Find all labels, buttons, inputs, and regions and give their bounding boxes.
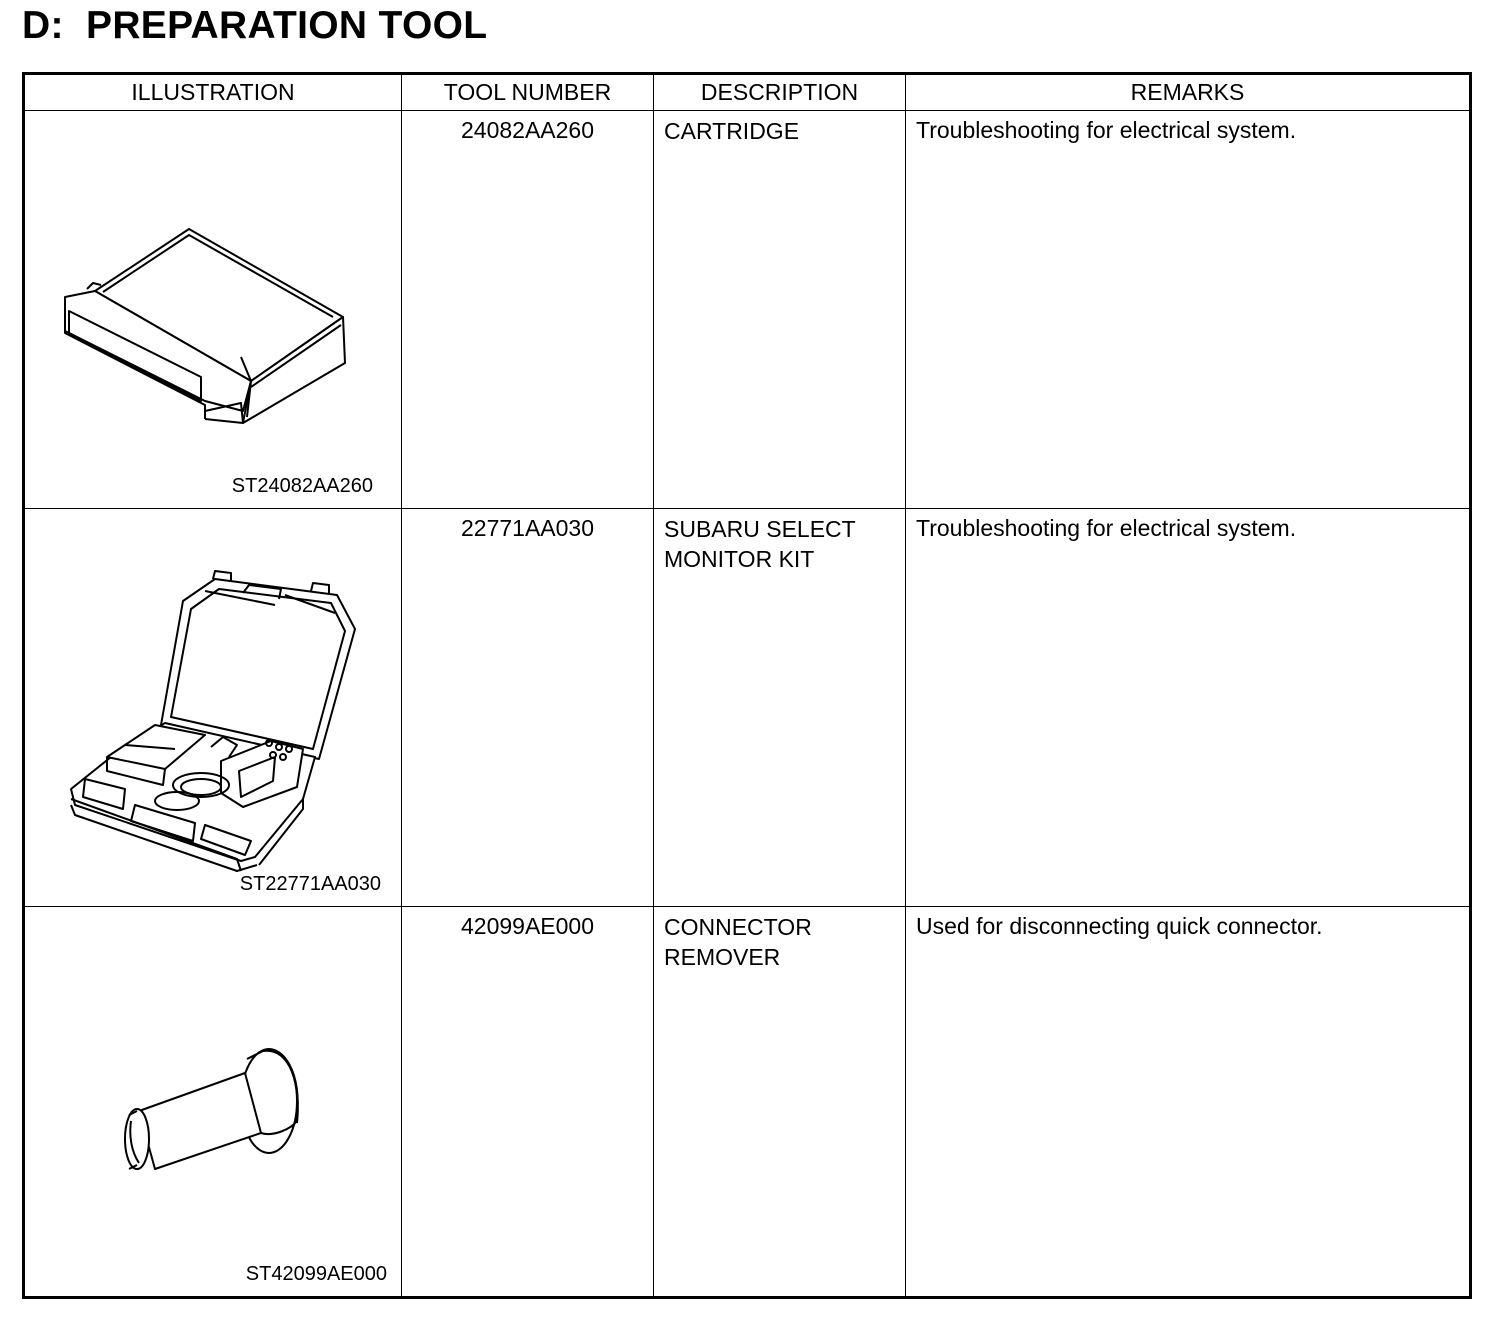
remarks: Troubleshooting for electrical system. (916, 117, 1297, 143)
illustration-cell (24, 907, 402, 1298)
tool-number: 22771AA030 (460, 515, 594, 541)
description: CARTRIDGE (664, 118, 800, 144)
illustration-cell (24, 111, 402, 509)
header-remarks: REMARKS (906, 74, 1471, 111)
illustration-cell (24, 509, 402, 907)
description-cell (654, 907, 906, 1298)
description: CONNECTOR REMOVER (664, 914, 812, 970)
tool-number: 24082AA260 (460, 117, 594, 143)
header-tool-number: TOOL NUMBER (402, 74, 654, 111)
table-row (24, 907, 1471, 1298)
page-title: D: PREPARATION TOOL (22, 4, 488, 47)
table-header-row (24, 74, 1471, 111)
description-cell (654, 111, 906, 509)
table-row (24, 509, 1471, 907)
monitor-kit-case-illustration (25, 509, 403, 906)
remarks-cell (906, 111, 1471, 509)
remarks: Troubleshooting for electrical system. (916, 515, 1297, 541)
illustration-code: ST24082AA260 (231, 475, 373, 497)
cartridge-illustration (25, 111, 403, 508)
tool-number-cell (402, 509, 654, 907)
tool-number-cell (402, 907, 654, 1298)
tool-number-cell (402, 111, 654, 509)
header-description: DESCRIPTION (654, 74, 906, 111)
tool-number: 42099AE000 (460, 913, 594, 939)
remarks-cell (906, 509, 1471, 907)
description: SUBARU SELECT MONITOR KIT (664, 516, 856, 572)
connector-remover-illustration (25, 907, 403, 1296)
illustration-code: ST42099AE000 (245, 1263, 387, 1285)
illustration-code: ST22771AA030 (239, 873, 381, 895)
description-cell (654, 509, 906, 907)
table-row (24, 111, 1471, 509)
header-illustration: ILLUSTRATION (24, 74, 402, 111)
remarks-cell (906, 907, 1471, 1298)
remarks: Used for disconnecting quick connector. (916, 913, 1323, 939)
preparation-tool-table (22, 72, 1472, 1299)
